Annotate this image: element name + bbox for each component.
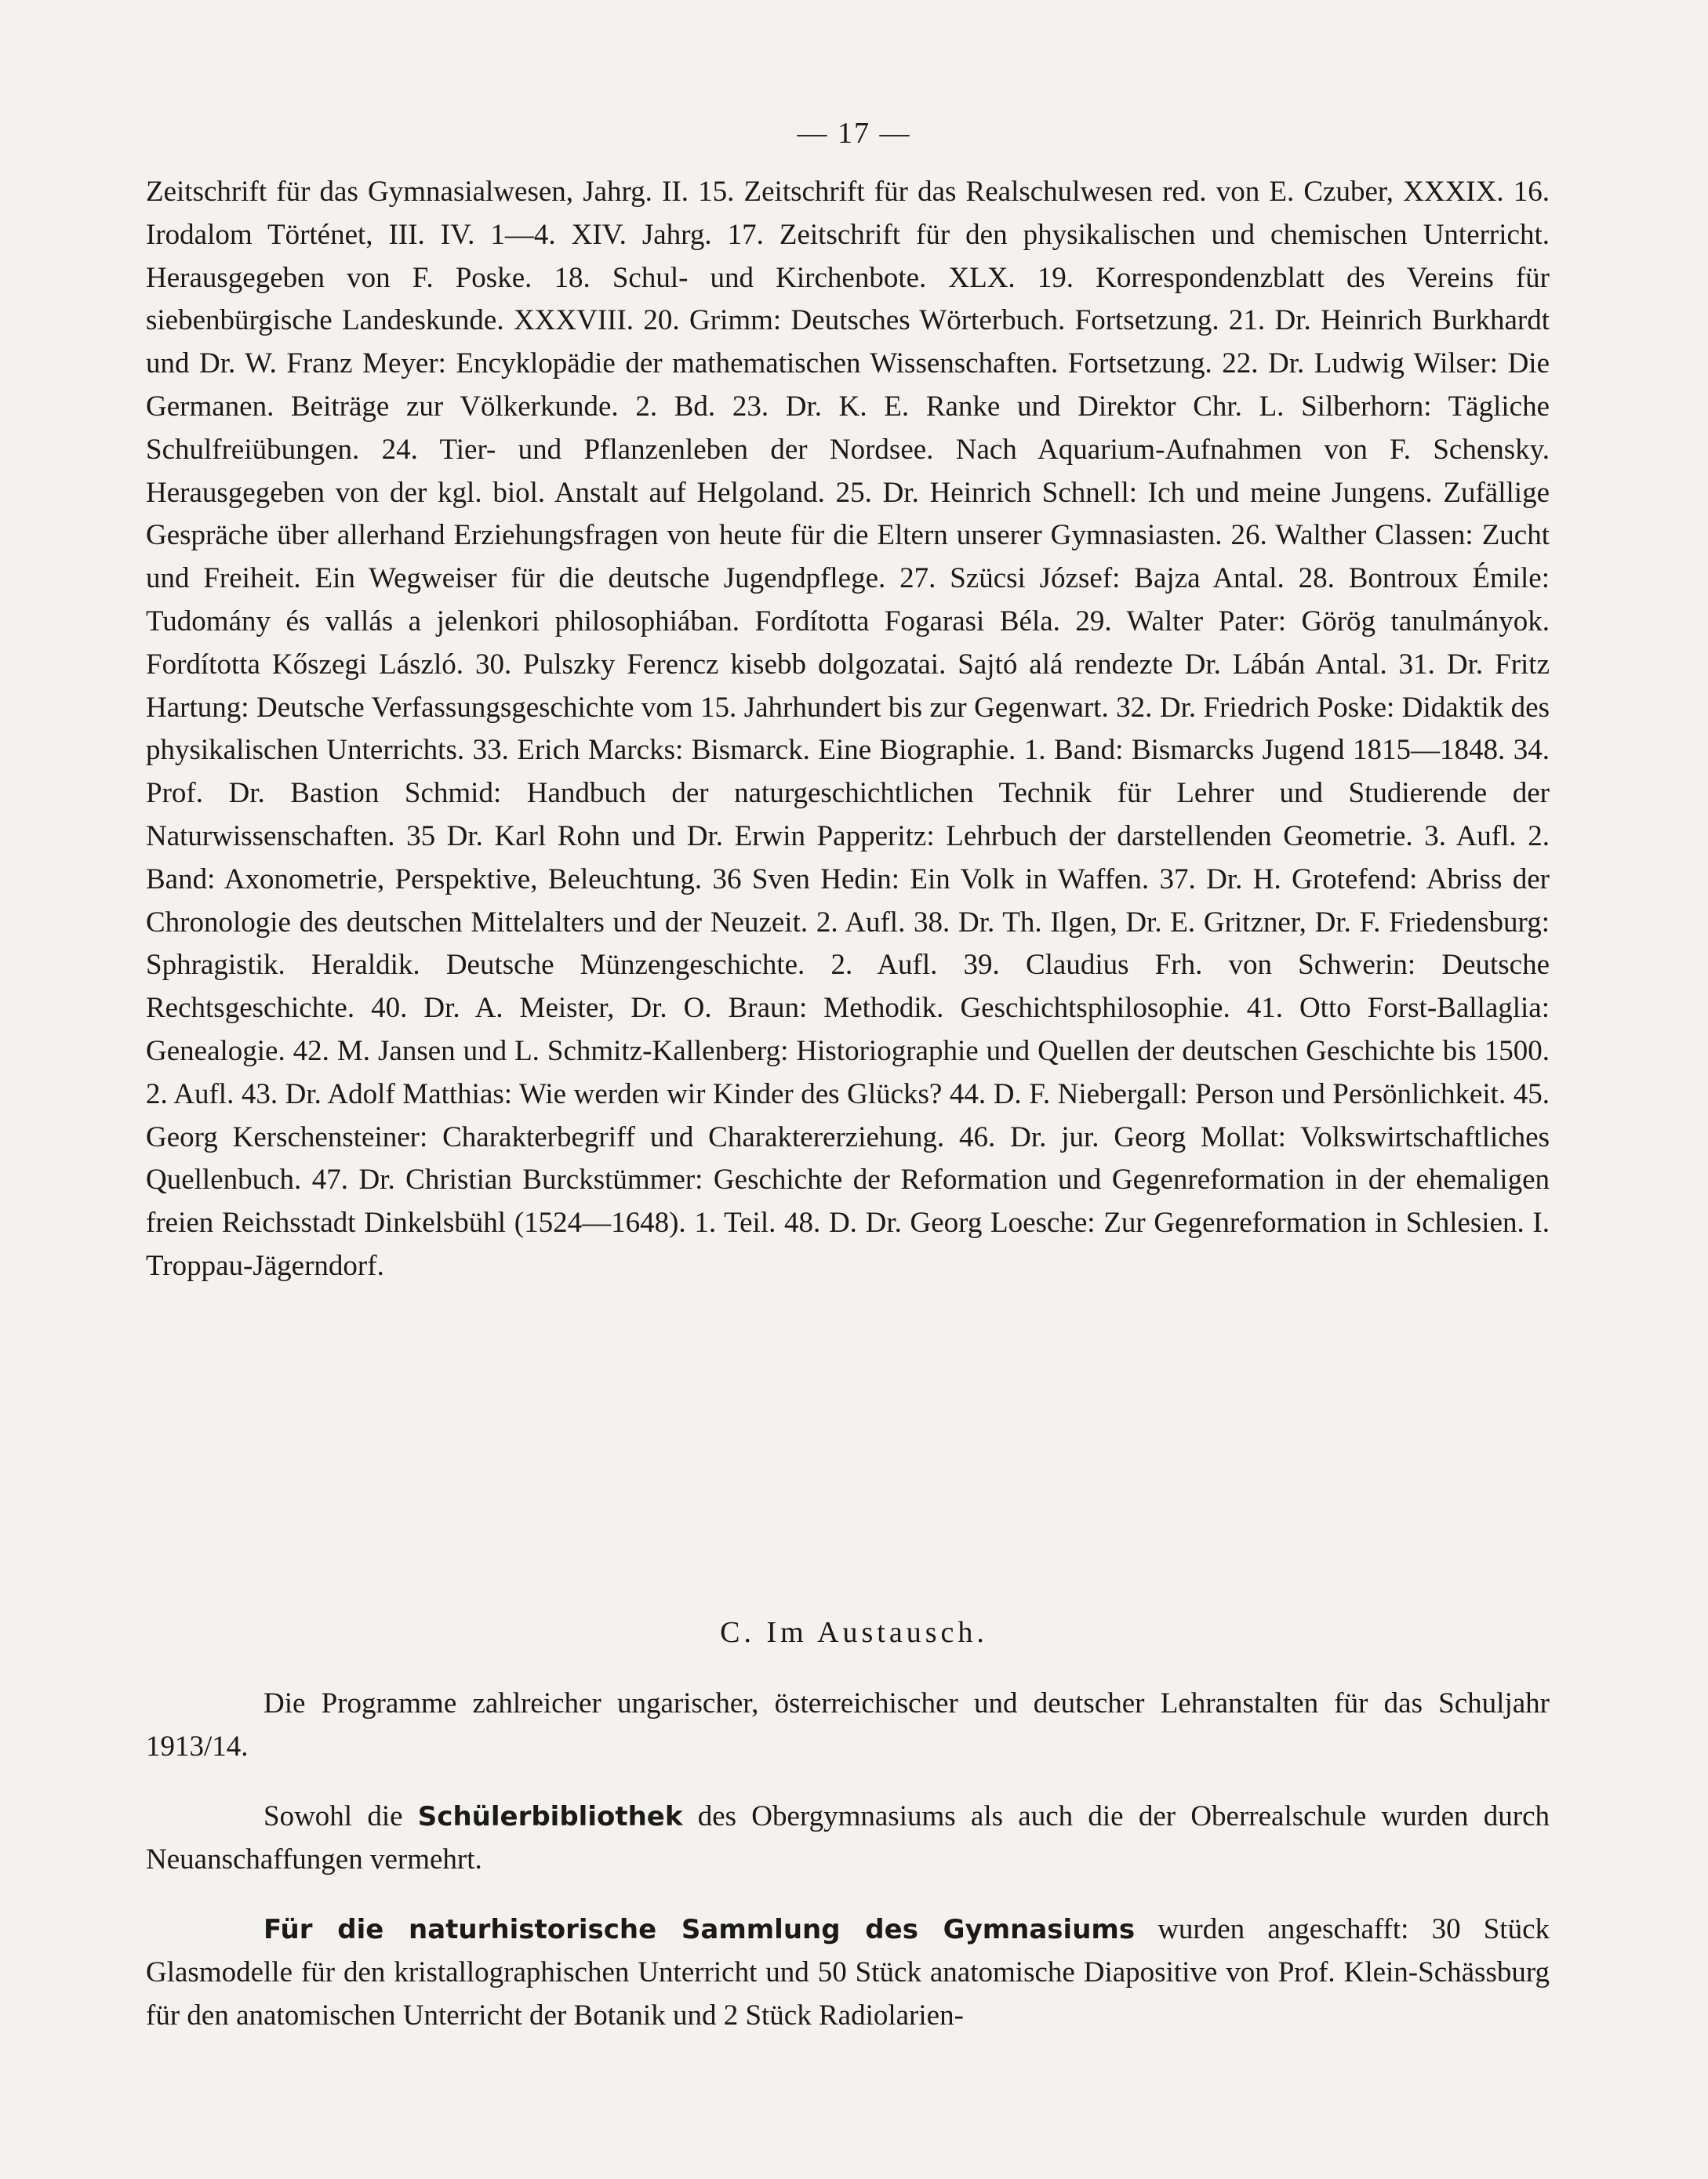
library-text <box>146 1796 1550 1882</box>
programme-text: Die Programme zahlreicher ungarischer, österreichischer und deutscher Lehranstalten für das Schuljahr 1913/14. <box>146 1687 1550 1763</box>
programme-paragraph <box>146 1683 1550 1769</box>
collection-text-after: wurden angeschafft: 30 Stück Glasmodelle für den kristallographischen Unterricht und 50 Stück anatomische Diapositive von Prof. Klein-Schässburg für den anatomischen Unterricht der Botanik und 2 Stück Radiolarien- <box>146 1913 1550 2032</box>
section-heading: C. Im Austausch. <box>720 1616 988 1649</box>
library-text-before: Sowohl die <box>263 1800 418 1832</box>
collection-bold-term: Für die naturhistorische Sammlung des Gymnasiums <box>263 1914 1136 1945</box>
publications-list-paragraph <box>146 171 1550 1288</box>
library-paragraph <box>146 1796 1550 1882</box>
page-number: — 17 — <box>797 117 911 150</box>
publications-list-text: Zeitschrift für das Gymnasialwesen, Jahrg. II. 15. Zeitschrift für das Realschulwesen red. von E. Czuber, XXXIX. 16. Irodalom Történet, III. IV. 1—4. XIV. Jahrg. 17. Zeitschrift für den physikalischen und chemischen Unterricht. Herausgegeben von F. Poske. 18. Schul- und Kirchenbote. XLX. 19. Korrespondenzblatt des Vereins für siebenbürgische Landeskunde. XXXVIII. 20. Grimm: Deutsches Wörterbuch. Fortsetzung. 21. Dr. Heinrich Burkhardt und Dr. W. Franz Meyer: Encyklopädie der mathematischen Wissenschaften. Fortsetzung. 22. Dr. Ludwig Wilser: Die Germanen. Beiträge zur Völkerkunde. 2. Bd. 23. Dr. K. E. Ranke und Direktor Chr. L. Silberhorn: Tägliche Schulfreiübungen. 24. Tier- und Pflanzenleben der Nordsee. Nach Aquarium-Aufnahmen von F. Schensky. Herausgegeben von der kgl. biol. Anstalt auf Helgoland. 25. Dr. Heinrich Schnell: Ich und meine Jungens. Zufällige Gespräche über allerhand Erziehungsfragen von heute für die Eltern unserer Gymnasiasten. 26. Walther Classen: Zucht und Freiheit. Ein Wegweiser für die deutsche Jugendpflege. 27. Szücsi József: Bajza Antal. 28. Bontroux Émile: Tudomány és vallás a jelenkori philosophiában. Fordította Fogarasi Béla. 29. Walter Pater: Görög tanulmányok. Fordította Kőszegi László. 30. Pulszky Ferencz kisebb dolgozatai. Sajtó alá rendezte Dr. Lábán Antal. 31. Dr. Fritz Hartung: Deutsche Verfassungsgeschichte vom 15. Jahrhundert bis zur Gegenwart. 32. Dr. Friedrich Poske: Didaktik des physikalischen Unterrichts. 33. Erich Marcks: Bismarck. Eine Biographie. 1. Band: Bismarcks Jugend 1815—1848. 34. Prof. Dr. Bastion Schmid: Handbuch der naturgeschichtlichen Technik für Lehrer und Studierende der Naturwissenschaften. 35 Dr. Karl Rohn und Dr. Erwin Papperitz: Lehrbuch der darstellenden Geometrie. 3. Aufl. 2. Band: Axonometrie, Perspektive, Beleuchtung. 36 Sven Hedin: Ein Volk in Waffen. 37. Dr. H. Grotefend: Abriss der Chronologie des deutschen Mittelalters und der Neuzeit. 2. Aufl. 38. Dr. Th. Ilgen, Dr. E. Gritzner, Dr. F. Friedensburg: Sphragistik. Heraldik. Deutsche Münzengeschichte. 2. Aufl. 39. Claudius Frh. von Schwerin: Deutsche Rechtsgeschichte. 40. Dr. A. Meister, Dr. O. Braun: Methodik. Geschichtsphilosophie. 41. Otto Forst-Ballaglia: Genealogie. 42. M. Jansen und L. Schmitz-Kallenberg: Historiographie und Quellen der deutschen Geschichte bis 1500. 2. Aufl. 43. Dr. Adolf Matthias: Wie werden wir Kinder des Glücks? 44. D. F. Niebergall: Person und Persönlichkeit. 45. Georg Kerschensteiner: Charakterbegriff und Charaktererziehung. 46. Dr. jur. Georg Mollat: Volkswirtschaftliches Quellenbuch. 47. Dr. Christian Burckstümmer: Geschichte der Reformation und Gegenreformation in der ehemaligen freien Reichsstadt Dinkelsbühl (1524—1648). 1. Teil. 48. D. Dr. Georg Loesche: Zur Gegenreformation in Schlesien. I. Troppau-Jägerndorf. <box>146 176 1550 1282</box>
library-bold-term: Schülerbibliothek <box>417 1801 683 1832</box>
collection-paragraph <box>146 1908 1550 2037</box>
collection-text <box>146 1908 1550 2037</box>
library-text-after: des Obergymnasiums als auch die der Oberrealschule wurden durch Neuanschaffungen vermehrt. <box>146 1800 1550 1876</box>
